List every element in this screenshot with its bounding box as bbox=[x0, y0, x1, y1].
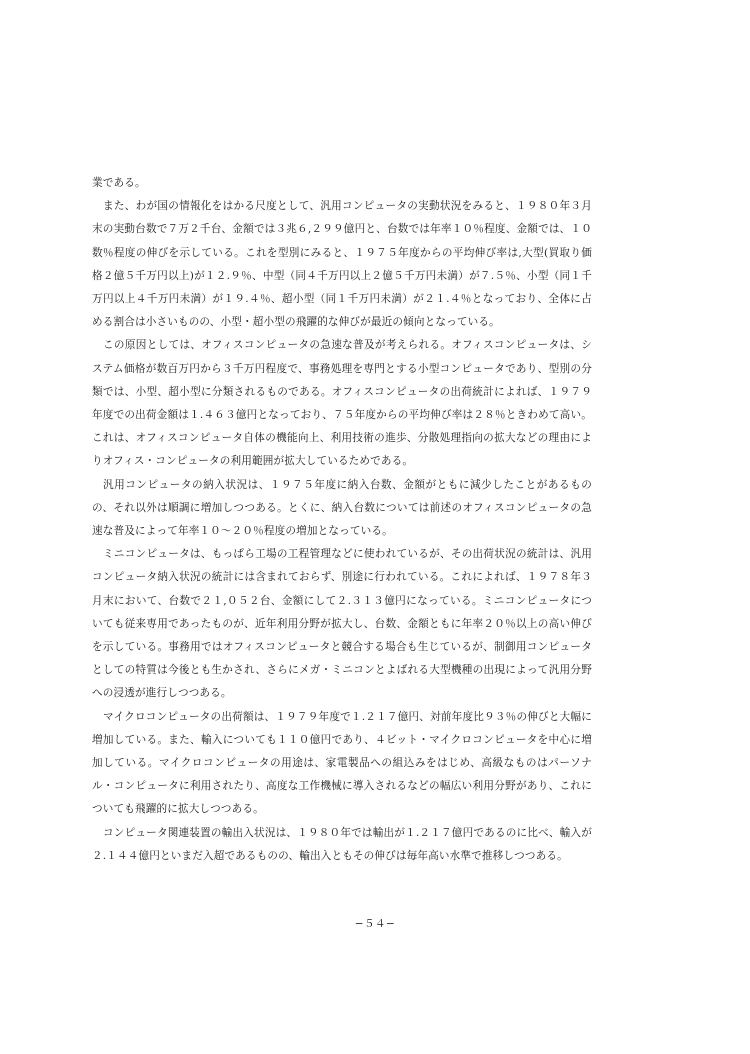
paragraph-computer-operating-status: また、わが国の情報化をはかる尺度として、汎用コンピュータの実動状況をみると、１９８０年３月末の実動台数で７万２千台、金額では３兆６,２９９億円と、台数では年率１０％程度、金額では、１０数％程度の伸びを示している。これを型別にみると、１９７５年度からの平均伸び率は,大型(買取り価格２億５千万円以上)が１２.９％、中型（同４千万円以上２億５千万円未満）が７.５％、小型（同１千万円以上４千万円未満）が１９.４％、超小型（同１千万円未満）が２１.４％となっており、全体に占める割合は小さいものの、小型・超小型の飛躍的な伸びが最近の傾向となっている。 bbox=[92, 200, 592, 329]
paragraph-import-export: コンピュータ関連装置の輸出入状況は、１９８０年では輸出が１.２１７億円であるのに比べ、輸入が２.１４４億円といまだ入超であるものの、輸出入ともその伸びは毎年高い水準で推移しつつある。 bbox=[92, 826, 592, 862]
paragraph-minicomputer: ミニコンピュータは、もっぱら工場の工程管理などに使われているが、その出荷状況の統計は、汎用コンピュータ納入状況の統計には含まれておらず、別途に行われている。これによれば、１９７８年３月末において、台数で２１,０５２台、金額にして２.３１３億円になっている。ミニコンピュータについても従来専用であったものが、近年利用分野が拡大し、台数、金額ともに年率２０％以上の高い伸びを示している。事務用ではオフィスコンピュータと競合する場合も生じているが、制御用コンピュータとしての特質は今後とも生かされ、さらにメガ・ミニコンとよばれる大型機種の出現によって汎用分野への浸透が進行しつつある。 bbox=[92, 548, 592, 700]
page-number: −５４− bbox=[354, 918, 396, 930]
paragraph-microcomputer: マイクロコンピュータの出荷額は、１９７９年度で１.２１７億円、対前年度比９３％の伸びと大幅に増加している。また、輸入についても１１０億円であり、４ビット・マイクロコンピュータを中心に増加している。マイクロコンピュータの用途は、家電製品への組込みをはじめ、高級なものはパーソナル・コンピュータに利用されたり、高度な工作機械に導入されるなどの幅広い利用分野があり、これについても飛躍的に拡大しつつある。 bbox=[92, 710, 592, 816]
paragraph-continuation: 業である。 bbox=[92, 177, 146, 189]
paragraph-delivery-status: 汎用コンピュータの納入状況は、１９７５年度に納入台数、金額がともに減少したことがあるものの、それ以外は順調に増加しつつある。とくに、納入台数については前述のオフィスコンピュータの急速な普及によって年率１０～２０％程度の増加となっている。 bbox=[92, 478, 592, 538]
paragraph-office-computer: この原因としては、オフィスコンピュータの急速な普及が考えられる。オフィスコンピュータは、システム価格が数百万円から３千万円程度で、事務処理を専門とする小型コンピュータであり、型別の分類では、小型、超小型に分類されるものである。オフィスコンピュータの出荷統計によれば、１９７９年度での出荷金額は１.４６３億円となっており、７５年度からの平均伸び率は２８％ときわめて高い。これは、オフィスコンピュータ自体の機能向上、利用技術の進歩、分散処理指向の拡大などの理由によりオフィス・コンピュータの利用範囲が拡大しているためである。 bbox=[92, 339, 592, 468]
body-text bbox=[92, 172, 592, 868]
